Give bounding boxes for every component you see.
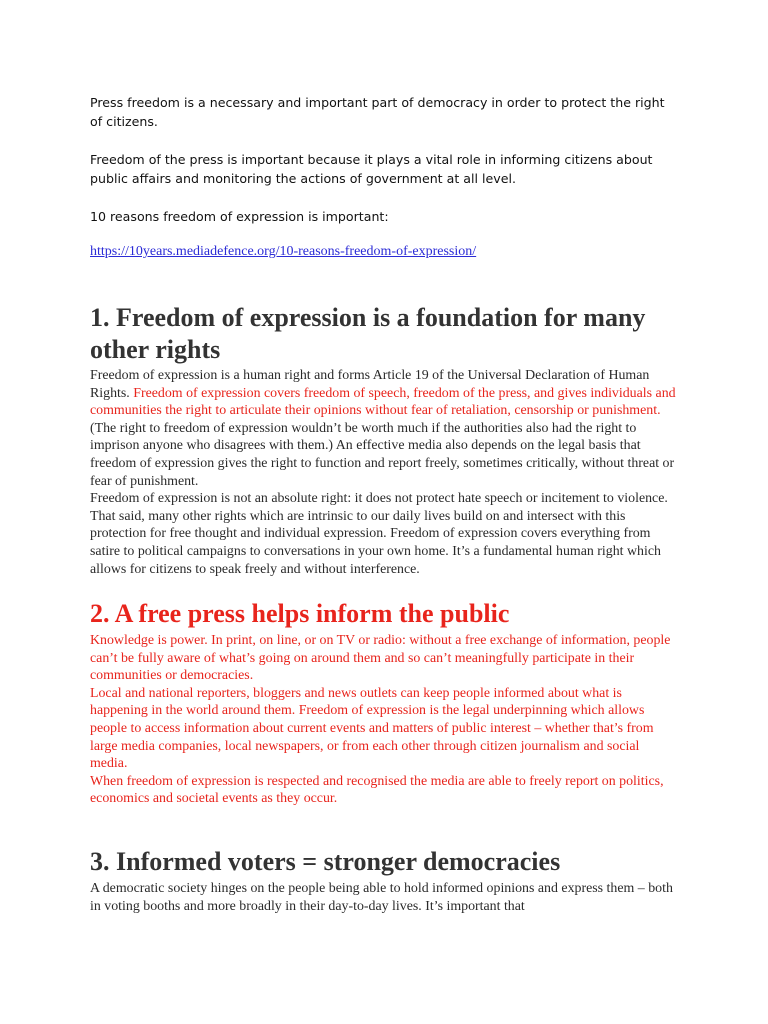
- section-1-heading: 1. Freedom of expression is a foundation for many other rights: [90, 303, 646, 364]
- section-1-paragraph-1: [90, 367, 680, 490]
- section-2-paragraph-2: Local and national reporters, bloggers and news outlets can keep people informed about what is happening in the world around them. Freedom of expression is the legal underpinning which allows people to access information about current events and matters of public interest – whether that’s from large media companies, local newspapers, or from each other through citizen journalism and social media.: [90, 685, 654, 772]
- reference-link[interactable]: https://10years.mediadefence.org/10-reasons-freedom-of-expression/: [90, 244, 477, 259]
- section-2-body: [90, 632, 680, 808]
- section-1-paragraph-2: Freedom of expression is not an absolute right: it does not protect hate speech or incitement to violence. That said, many other rights which are intrinsic to our daily lives build on and intersect with this protection for free thought and individual expression. Freedom of expression covers everything from satire to political campaigns to conversations in your own home. It’s a fundamental human right which allows for citizens to speak freely and without interference.: [90, 491, 668, 577]
- section-1-body: [90, 367, 680, 578]
- section-2-heading: 2. A free press helps inform the public: [90, 599, 510, 628]
- intro-paragraph-3: 10 reasons freedom of expression is important:: [90, 209, 389, 224]
- section-1-text-a: Freedom of expression is a human right and forms Article 19 of the Universal Declaration of Human Rights.: [90, 368, 650, 401]
- section-2-paragraph-1: Knowledge is power. In print, on line, or on TV or radio: without a free exchange of information, people can’t be fully aware of what’s going on around them and so can’t meaningfully participate in their communities or democracies.: [90, 633, 671, 684]
- section-1-text-b-highlight: Freedom of expression covers freedom of speech, freedom of the press, and gives individuals and communities the right to articulate their opinions without fear of retaliation, censorship or punishment.: [90, 385, 676, 419]
- section-2-paragraph-3: When freedom of expression is respected and recognised the media are able to freely report on politics, economics and societal events as they occur.: [90, 773, 664, 807]
- section-1-text-c: (The right to freedom of expression wouldn’t be worth much if the authorities also had the right to imprison anyone who disagrees with them.) An effective media also depends on the legal basis that freedom of expression gives the right to function and report freely, sometimes critically, without threat or fear of punishment.: [90, 420, 675, 489]
- intro-paragraph-1: Press freedom is a necessary and important part of democracy in order to protect the right of citizens.: [90, 95, 665, 129]
- section-3-heading: 3. Informed voters = stronger democracies: [90, 847, 561, 876]
- section-3-body: [90, 880, 680, 915]
- intro-paragraph-2: Freedom of the press is important because it plays a vital role in informing citizens about public affairs and monitoring the actions of government at all level.: [90, 152, 653, 186]
- section-3-paragraph-1: A democratic society hinges on the people being able to hold informed opinions and express them – both in voting booths and more broadly in their day-to-day lives. It’s important that: [90, 881, 673, 914]
